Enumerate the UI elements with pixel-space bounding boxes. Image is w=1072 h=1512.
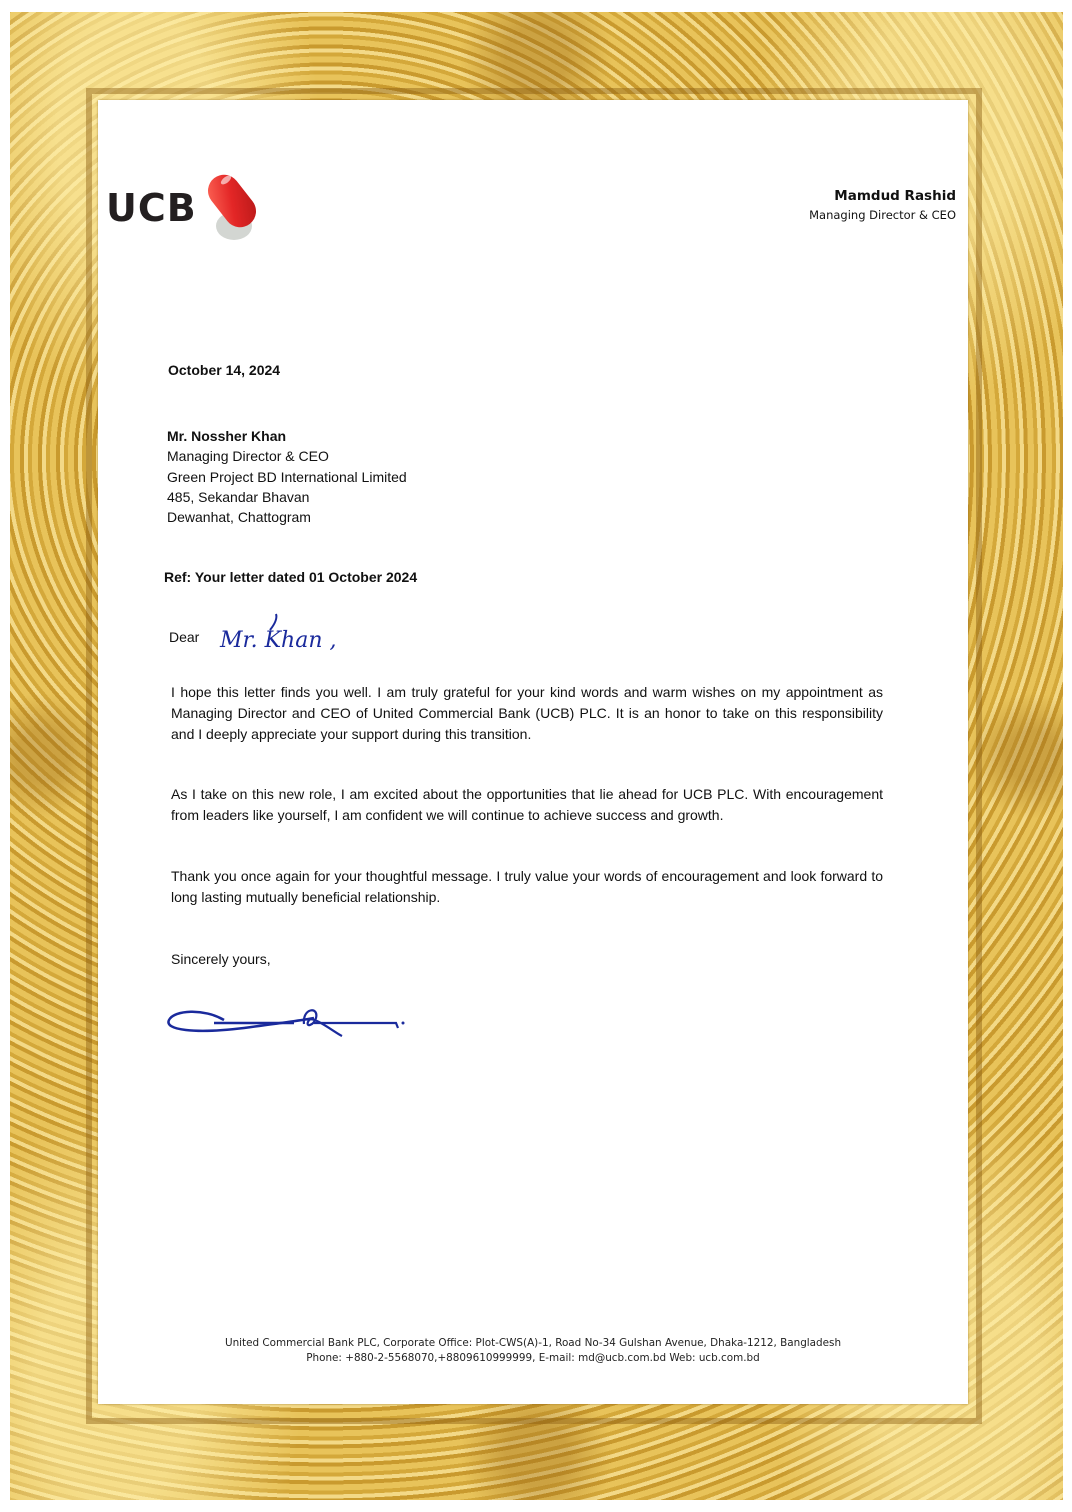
footer-address: United Commercial Bank PLC, Corporate Office: Plot-CWS(A)-1, Road No-34 Gulshan Avenue, Dhaka-1212, Bangladesh — [224, 1337, 842, 1349]
letter-date: October 14, 2024 — [168, 362, 281, 378]
footer-contact: Phone: +880-2-5568070,+8809610999999, E-mail: md@ucb.com.bd Web: ucb.com.bd — [306, 1352, 760, 1364]
letter-page — [98, 100, 968, 1404]
ucb-logo — [106, 168, 276, 244]
reference-line: Ref: Your letter dated 01 October 2024 — [164, 569, 418, 585]
handwritten-salutation — [218, 612, 368, 662]
recipient-address-line1: 485, Sekandar Bhavan — [167, 488, 310, 505]
recipient-name: Mr. Nossher Khan — [167, 428, 287, 444]
salutation-printed: Dear — [169, 629, 200, 645]
capsule-red-half — [206, 168, 262, 233]
signature-image — [164, 998, 414, 1048]
recipient-address — [167, 426, 407, 527]
recipient-title: Managing Director & CEO — [167, 448, 329, 465]
letterhead-footer — [98, 1336, 968, 1366]
sender-title: Managing Director & CEO — [809, 208, 956, 222]
recipient-address-line2: Dewanhat, Chattogram — [167, 509, 311, 526]
handwritten-salutation-text: Mr. Khan , — [220, 628, 337, 653]
logo-wordmark: UCB — [106, 186, 197, 230]
body-paragraph-1: I hope this letter finds you well. I am truly grateful for your kind words and warm wishes on my appointment as Managing Director and CEO of United Commercial Bank (UCB) PLC. It is an honor to take on this responsibility and I deeply appreciate your support during this transition. — [171, 684, 883, 742]
sender-block — [809, 188, 956, 222]
closing: Sincerely yours, — [171, 951, 271, 967]
sender-name: Mamdud Rashid — [834, 188, 956, 204]
body-paragraph-3: Thank you once again for your thoughtful message. I truly value your words of encouragement and look forward to long lasting mutually beneficial relationship. — [171, 868, 883, 905]
recipient-company: Green Project BD International Limited — [167, 468, 407, 485]
body-paragraph-2: As I take on this new role, I am excited about the opportunities that lie ahead for UCB PLC. With encouragement from leaders like yourself, I am confident we will continue to achieve success and growth. — [171, 786, 883, 823]
capsule-logo-icon — [206, 168, 276, 244]
